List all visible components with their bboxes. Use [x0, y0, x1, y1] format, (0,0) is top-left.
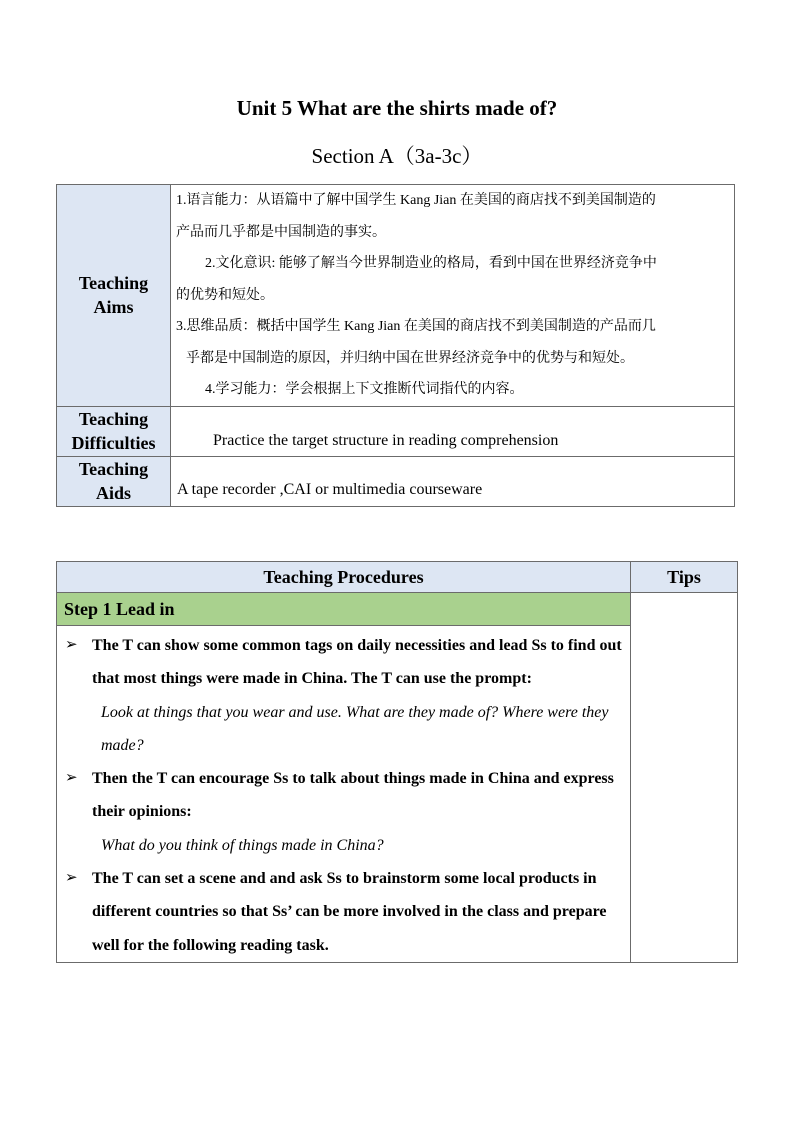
step-body-cell [57, 626, 631, 963]
tips-cell [631, 593, 738, 963]
aims-label-cell [57, 185, 171, 407]
aims-label-line-1: Teaching [78, 273, 149, 294]
aids-row [57, 456, 735, 506]
aim-line: 的优势和短处。 [176, 287, 274, 303]
procedure-bullet [57, 629, 630, 696]
aims-row [57, 185, 735, 407]
arrow-bullet-icon: ➢ [65, 770, 78, 787]
procedures-header-row [57, 562, 738, 593]
prompt-text: What do you think of things made in China? [101, 836, 384, 854]
arrow-bullet-icon: ➢ [65, 870, 78, 887]
aim-line: 3.思维品质：概括中国学生 Kang Jian 在美国的商店找不到美国制造的产品而几 [176, 319, 656, 334]
teaching-aims-table [56, 184, 735, 507]
difficulties-content-cell [171, 406, 735, 456]
procedure-bullet [57, 862, 630, 962]
aids-text: A tape recorder ,CAI or multimedia courseware [177, 481, 483, 498]
bullet-text: The T can set a scene and and ask Ss to brainstorm some local products in different countries so that Ss’ can be more involved in the class and prepare well for the following reading task. [92, 870, 607, 954]
aim-line: 1.语言能力：从语篇中了解中国学生 Kang Jian 在美国的商店找不到美国制造的 [176, 193, 656, 208]
difficulties-label-cell [57, 406, 171, 456]
arrow-bullet-icon: ➢ [65, 637, 78, 653]
procedure-bullet [57, 762, 630, 829]
aids-label-line-2: Aids [95, 483, 131, 503]
step-row [57, 593, 738, 626]
bullet-text: Then the T can encourage Ss to talk about things made in China and express their opinions: [92, 770, 614, 821]
aims-label-line-2: Aims [93, 297, 134, 318]
step-title: Step 1 Lead in [57, 593, 631, 626]
aids-content-cell [171, 456, 735, 506]
aim-line: 产品而几乎都是中国制造的事实。 [176, 224, 386, 240]
difficulties-label-line-1: Teaching [78, 409, 149, 429]
teaching-procedures-table [56, 561, 738, 963]
aim-line: 2.文化意识: 能够了解当今世界制造业的格局，看到中国在世界经济竞争中 [205, 256, 657, 271]
prompt-text: Look at things that you wear and use. What are they made of? Where were they made? [101, 703, 609, 754]
aim-line: 4.学习能力：学会根据上下文推断代词指代的内容。 [205, 382, 524, 397]
section-subtitle: Section A（3a-3c） [311, 144, 483, 168]
aids-label-cell [57, 456, 171, 506]
difficulties-text: Practice the target structure in reading comprehension [213, 432, 559, 449]
aids-label-line-1: Teaching [78, 459, 149, 479]
difficulties-row [57, 406, 735, 456]
bullet-text: The T can show some common tags on daily necessities and lead Ss to find out that most things were made in China. The T can use the prompt: [92, 637, 622, 688]
procedures-header: Teaching Procedures [57, 562, 631, 593]
tips-header: Tips [631, 562, 738, 593]
aim-line: 乎都是中国制造的原因，并归纳中国在世界经济竞争中的优势与和短处。 [186, 350, 634, 366]
aims-content-cell [171, 185, 735, 407]
unit-title: Unit 5 What are the shirts made of? [236, 96, 558, 120]
difficulties-label-line-2: Difficulties [71, 433, 156, 453]
